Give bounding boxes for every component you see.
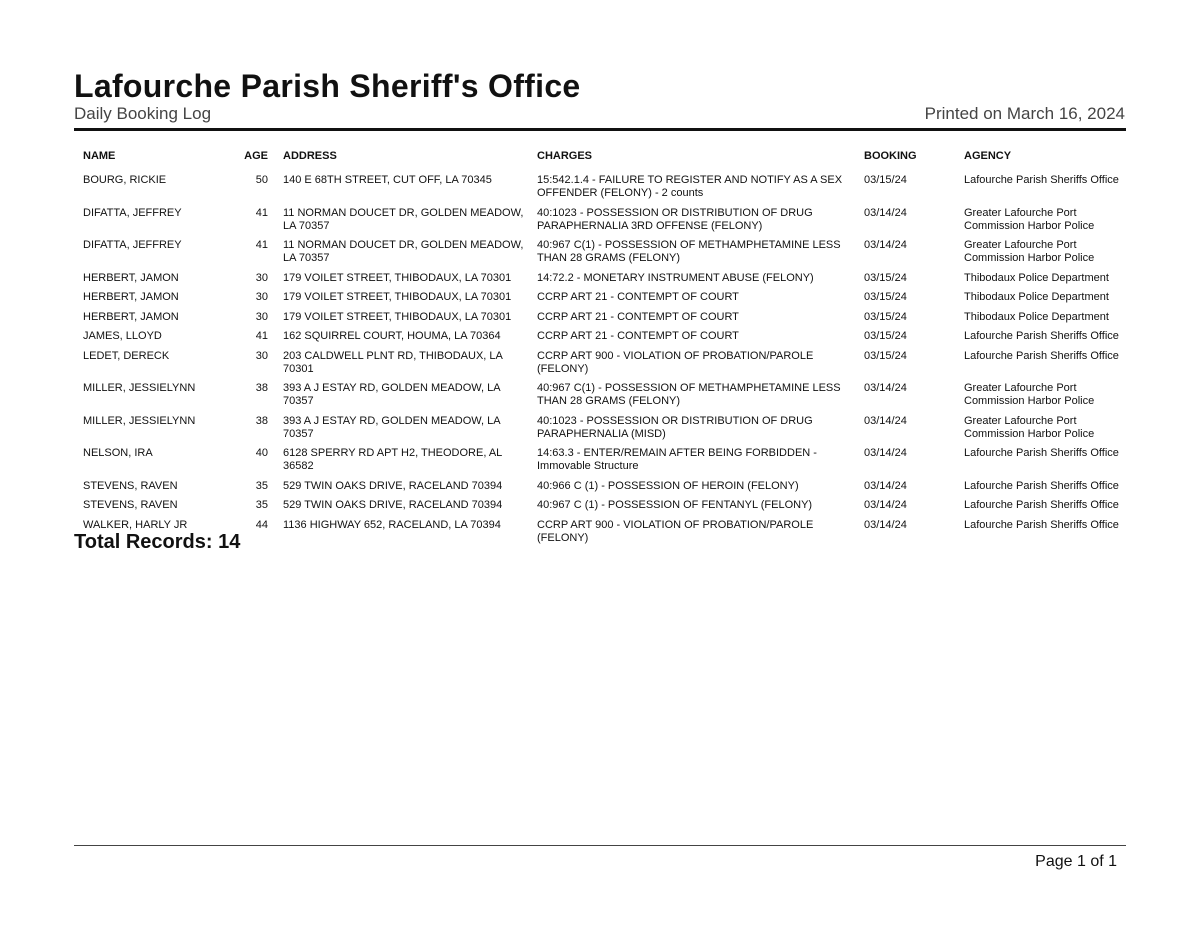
column-header-age: AGE	[244, 150, 268, 162]
cell-name: STEVENS, RAVEN	[83, 479, 178, 492]
cell-booking: 03/15/24	[864, 330, 907, 342]
cell-age: 35	[255, 499, 268, 511]
column-header-agency: AGENCY	[964, 150, 1012, 162]
cell-address: 179 VOILET STREET, THIBODAUX, LA 70301	[283, 291, 512, 303]
column-header-booking: BOOKING	[864, 150, 917, 162]
cell-booking: 03/15/24	[864, 291, 907, 303]
cell-charges: 40:967 C (1) - POSSESSION OF FENTANYL (FELONY)	[537, 499, 813, 511]
cell-age: 41	[255, 239, 268, 251]
cell-agency: Lafourche Parish Sheriffs Office	[964, 174, 1119, 186]
cell-charges: CCRP ART 21 - CONTEMPT OF COURT	[537, 310, 739, 323]
table-row	[78, 272, 1126, 292]
cell-age: 40	[255, 447, 268, 459]
cell-charges: 15:542.1.4 - FAILURE TO REGISTER AND NOTIFY AS A SEX OFFENDER (FELONY) - 2 counts	[537, 174, 843, 199]
cell-agency: Thibodaux Police Department	[964, 310, 1109, 323]
cell-name: NELSON, IRA	[83, 447, 153, 459]
cell-agency: Greater Lafourche Port Commission Harbor Police	[964, 239, 1095, 264]
table-row	[78, 311, 1126, 331]
printed-date: Printed on March 16, 2024	[924, 104, 1125, 123]
table-row	[78, 174, 1126, 207]
cell-charges: CCRP ART 900 - VIOLATION OF PROBATION/PAROLE (FELONY)	[537, 518, 814, 544]
cell-agency: Thibodaux Police Department	[964, 271, 1109, 284]
table-row	[78, 350, 1126, 383]
cell-address: 203 CALDWELL PLNT RD, THIBODAUX, LA 70301	[283, 349, 503, 375]
cell-charges: 14:63.3 - ENTER/REMAIN AFTER BEING FORBIDDEN - Immovable Structure	[537, 447, 817, 472]
cell-name: BOURG, RICKIE	[83, 174, 167, 186]
cell-booking: 03/14/24	[864, 447, 907, 459]
booking-table	[78, 148, 1126, 551]
column-header-charges: CHARGES	[537, 150, 593, 162]
cell-address: 179 VOILET STREET, THIBODAUX, LA 70301	[283, 310, 512, 323]
cell-charges: 40:967 C(1) - POSSESSION OF METHAMPHETAMINE LESS THAN 28 GRAMS (FELONY)	[537, 382, 841, 407]
cell-address: 393 A J ESTAY RD, GOLDEN MEADOW, LA 70357	[283, 382, 501, 407]
cell-age: 30	[255, 349, 268, 362]
cell-booking: 03/15/24	[864, 310, 907, 323]
cell-charges: 40:1023 - POSSESSION OR DISTRIBUTION OF DRUG PARAPHERNALIA (MISD)	[537, 414, 813, 440]
cell-charges: 40:967 C(1) - POSSESSION OF METHAMPHETAMINE LESS THAN 28 GRAMS (FELONY)	[537, 239, 841, 264]
cell-charges: CCRP ART 21 - CONTEMPT OF COURT	[537, 330, 739, 342]
cell-name: DIFATTA, JEFFREY	[83, 206, 182, 219]
cell-name: HERBERT, JAMON	[83, 271, 179, 284]
table-row	[78, 382, 1126, 415]
table-row	[78, 207, 1126, 240]
cell-booking: 03/14/24	[864, 239, 907, 251]
cell-name: LEDET, DERECK	[83, 349, 170, 362]
cell-address: 1136 HIGHWAY 652, RACELAND, LA 70394	[283, 518, 501, 531]
cell-name: STEVENS, RAVEN	[83, 499, 178, 511]
table-row	[78, 499, 1126, 519]
cell-name: HERBERT, JAMON	[83, 310, 179, 323]
header-divider	[74, 128, 1126, 131]
cell-charges: CCRP ART 900 - VIOLATION OF PROBATION/PAROLE (FELONY)	[537, 349, 814, 375]
cell-name: HERBERT, JAMON	[83, 291, 179, 303]
cell-address: 140 E 68TH STREET, CUT OFF, LA 70345	[283, 174, 492, 186]
cell-charges: CCRP ART 21 - CONTEMPT OF COURT	[537, 291, 739, 303]
cell-name: WALKER, HARLY JR	[83, 518, 188, 531]
cell-age: 35	[255, 479, 268, 492]
cell-age: 50	[255, 174, 268, 186]
cell-age: 44	[255, 518, 268, 531]
cell-name: MILLER, JESSIELYNN	[83, 414, 196, 427]
cell-age: 30	[255, 310, 268, 323]
table-row	[78, 415, 1126, 448]
cell-address: 6128 SPERRY RD APT H2, THEODORE, AL 36582	[283, 447, 502, 472]
cell-address: 529 TWIN OAKS DRIVE, RACELAND 70394	[283, 479, 503, 492]
cell-address: 179 VOILET STREET, THIBODAUX, LA 70301	[283, 271, 512, 284]
cell-address: 11 NORMAN DOUCET DR, GOLDEN MEADOW, LA 70357	[283, 206, 524, 232]
cell-booking: 03/15/24	[864, 349, 907, 362]
cell-age: 38	[255, 382, 268, 394]
cell-agency: Greater Lafourche Port Commission Harbor Police	[964, 382, 1095, 407]
cell-agency: Greater Lafourche Port Commission Harbor Police	[964, 206, 1095, 232]
cell-age: 41	[255, 330, 268, 342]
page-title: Lafourche Parish Sheriff's Office	[74, 68, 581, 104]
cell-charges: 40:1023 - POSSESSION OR DISTRIBUTION OF DRUG PARAPHERNALIA 3RD OFFENSE (FELONY)	[537, 206, 813, 232]
cell-agency: Lafourche Parish Sheriffs Office	[964, 518, 1119, 531]
cell-charges: 40:966 C (1) - POSSESSION OF HEROIN (FELONY)	[537, 479, 799, 492]
cell-agency: Thibodaux Police Department	[964, 291, 1109, 303]
cell-name: MILLER, JESSIELYNN	[83, 382, 196, 394]
table-row	[78, 291, 1126, 311]
table-row	[78, 330, 1126, 350]
column-header-address: ADDRESS	[283, 150, 337, 162]
cell-agency: Lafourche Parish Sheriffs Office	[964, 349, 1119, 362]
table-row	[78, 447, 1126, 480]
cell-booking: 03/15/24	[864, 271, 907, 284]
cell-address: 162 SQUIRREL COURT, HOUMA, LA 70364	[283, 330, 501, 342]
cell-agency: Lafourche Parish Sheriffs Office	[964, 330, 1119, 342]
page-subtitle: Daily Booking Log	[74, 104, 212, 123]
cell-booking: 03/14/24	[864, 206, 907, 219]
cell-age: 41	[255, 206, 268, 219]
cell-booking: 03/14/24	[864, 479, 907, 492]
cell-agency: Lafourche Parish Sheriffs Office	[964, 479, 1119, 492]
table-header-row	[78, 148, 1126, 174]
cell-booking: 03/14/24	[864, 382, 907, 394]
cell-address: 529 TWIN OAKS DRIVE, RACELAND 70394	[283, 499, 503, 511]
total-records: Total Records: 14	[74, 531, 241, 553]
cell-booking: 03/14/24	[864, 518, 907, 531]
cell-age: 38	[255, 414, 268, 427]
cell-age: 30	[255, 271, 268, 284]
cell-agency: Lafourche Parish Sheriffs Office	[964, 447, 1119, 459]
page-number: Page 1 of 1	[1035, 853, 1117, 870]
table-row	[78, 480, 1126, 500]
cell-booking: 03/15/24	[864, 174, 907, 186]
footer-divider	[74, 845, 1126, 846]
cell-address: 11 NORMAN DOUCET DR, GOLDEN MEADOW, LA 70357	[283, 239, 524, 264]
cell-name: DIFATTA, JEFFREY	[83, 239, 182, 251]
cell-charges: 14:72.2 - MONETARY INSTRUMENT ABUSE (FELONY)	[537, 271, 814, 284]
cell-agency: Greater Lafourche Port Commission Harbor Police	[964, 414, 1095, 440]
cell-age: 30	[255, 291, 268, 303]
cell-address: 393 A J ESTAY RD, GOLDEN MEADOW, LA 70357	[283, 414, 501, 440]
cell-booking: 03/14/24	[864, 414, 907, 427]
column-header-name: NAME	[83, 150, 116, 162]
cell-booking: 03/14/24	[864, 499, 907, 511]
cell-agency: Lafourche Parish Sheriffs Office	[964, 499, 1119, 511]
table-row	[78, 239, 1126, 272]
cell-name: JAMES, LLOYD	[83, 330, 162, 342]
